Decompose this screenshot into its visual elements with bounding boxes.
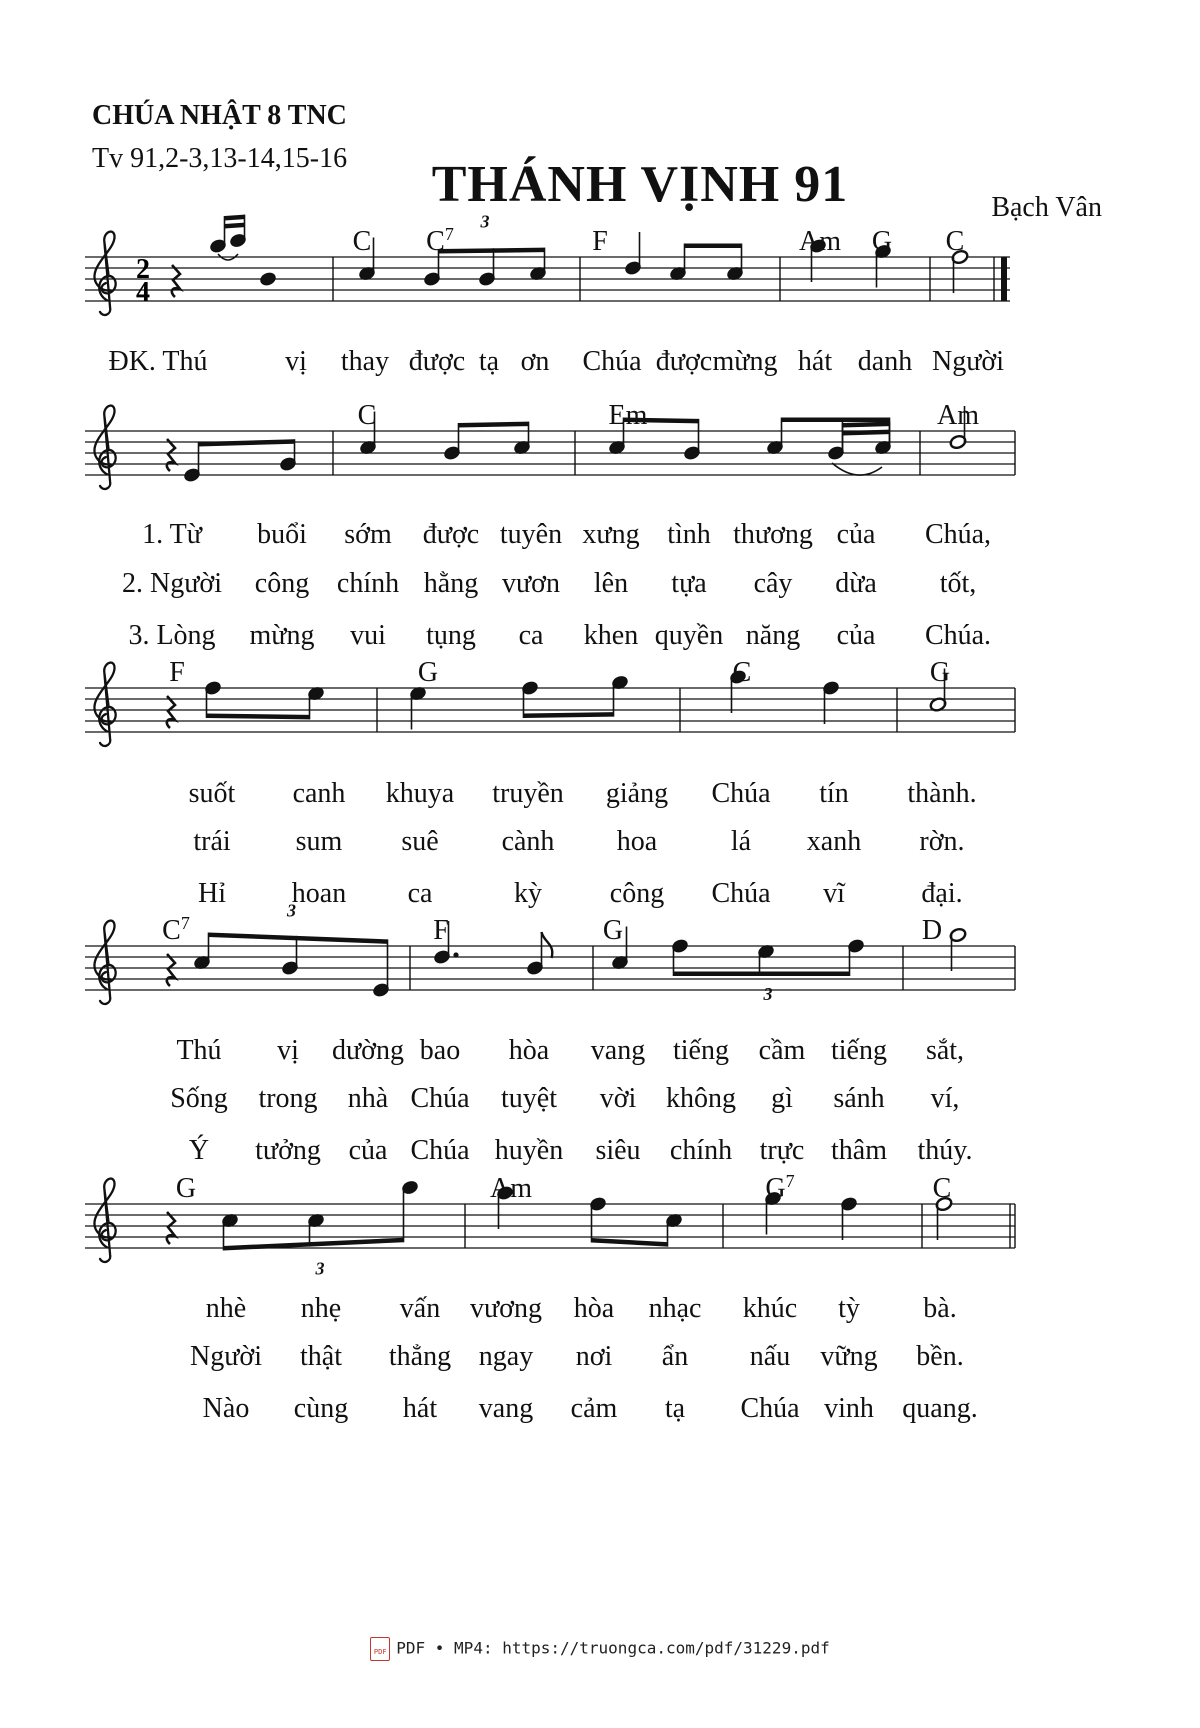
beam [459, 422, 529, 428]
lyric-syllable: quang. [902, 1393, 978, 1424]
lyric-syllable: bền. [916, 1341, 964, 1372]
lyric-syllable: tỳ [838, 1293, 860, 1324]
lyric-syllable: cây [753, 568, 793, 599]
lyric-syllable: cầm [758, 1035, 806, 1066]
lyric-syllable: chính [669, 1135, 733, 1166]
lyric-syllable: quyền [654, 620, 724, 651]
lyric-syllable: tuyên [499, 519, 563, 550]
lyric-syllable: thành. [907, 778, 977, 809]
beam [592, 1238, 668, 1247]
staff-system-5 [85, 1171, 1015, 1424]
beam-secondary [225, 223, 245, 229]
chord-symbol: C [352, 226, 372, 257]
lyric-syllable: rờn. [919, 826, 965, 857]
lyric-syllable: nơi [575, 1341, 613, 1372]
lyric-syllable: dừa [835, 568, 877, 599]
lyric-syllable: khúc [742, 1293, 798, 1324]
chord-symbol: Am [490, 1173, 532, 1204]
lyric-syllable: được [422, 519, 480, 550]
treble-clef-icon [95, 921, 116, 1004]
lyric-syllable: Chúa [410, 1135, 470, 1166]
lyric-syllable: Ý [188, 1135, 210, 1166]
lyric-syllable: dường [332, 1035, 404, 1066]
chord-symbol: C [357, 400, 377, 431]
pdf-file-icon: PDF [370, 1637, 390, 1661]
lyric-syllable: tuyệt [501, 1083, 557, 1114]
tuplet-number: 3 [763, 984, 773, 1004]
lyric-syllable: xưng [582, 519, 640, 550]
staff-system-2 [85, 400, 1015, 651]
song-title: THÁNH VỊNH 91 [431, 156, 849, 213]
chord-symbol: F [169, 657, 185, 688]
lyric-syllable: tụng [426, 620, 476, 651]
beam [843, 422, 890, 428]
lyric-syllable: giảng [605, 778, 669, 809]
lyric-syllable: Chúa. [924, 620, 992, 651]
lyric-syllable: nhạc [648, 1293, 702, 1324]
lyric-syllable: 2. Người [122, 568, 222, 599]
lyric-syllable: tiếng [831, 1035, 887, 1066]
lyric-syllable: buổi [257, 519, 307, 550]
lyric-syllable: Chúa [711, 778, 771, 809]
beam [207, 714, 310, 720]
lyric-syllable: suê [401, 826, 439, 857]
lyric-syllable: canh [292, 778, 346, 809]
lyric-syllable: 1. Từ [142, 519, 202, 550]
lyric-syllable: không [666, 1083, 736, 1114]
lyric-syllable: nhè [205, 1293, 247, 1324]
chord-symbol: Am [799, 226, 841, 257]
lyric-syllable: cành [501, 826, 555, 857]
lyric-syllable: sánh [833, 1083, 885, 1114]
time-signature-bottom: 4 [136, 277, 150, 308]
chord-symbol: F [433, 915, 449, 946]
chord-symbol: $G^7$ [765, 1171, 795, 1204]
lyric-syllable: trái [193, 826, 231, 857]
footer-text: PDF • MP4: https://truongca.com/pdf/31229.pdf [396, 1638, 830, 1658]
chord-symbol: C [732, 657, 752, 688]
lyric-syllable: Người [190, 1341, 262, 1372]
lyric-syllable: ẩn [661, 1341, 689, 1372]
lyric-syllable: Chúa, [924, 519, 992, 550]
lyric-syllable: lá [730, 826, 752, 857]
lyric-syllable: hằng [423, 568, 479, 599]
lyric-syllable: tốt, [939, 568, 977, 599]
beam [782, 418, 890, 423]
lyric-syllable: danh [857, 346, 913, 377]
lyric-syllable: chính [336, 568, 400, 599]
chord-symbol: G [175, 1173, 197, 1204]
lyric-syllable: được [408, 346, 466, 377]
final-bar-thick [1001, 257, 1007, 301]
lyric-syllable: Chúa [410, 1083, 470, 1114]
lyric-syllable: ĐK. Thú [108, 346, 208, 377]
lyric-syllable: cảm [570, 1393, 618, 1424]
lyric-syllable: tạ [478, 346, 500, 377]
staff-system-4 [85, 901, 1015, 1167]
lyric-syllable: tưởng [255, 1135, 321, 1166]
treble-clef-icon [95, 663, 116, 746]
lyric-syllable: nhẹ [300, 1293, 342, 1324]
psalm-reference: Tv 91,2-3,13-14,15-16 [92, 143, 348, 174]
lyric-syllable: tình [667, 519, 711, 550]
lyric-syllable: ngay [478, 1341, 534, 1372]
lyric-syllable: lên [593, 568, 629, 599]
tuplet-number: 3 [315, 1258, 325, 1279]
chord-symbol: G [871, 226, 893, 257]
lyric-syllable: khuya [385, 778, 455, 809]
treble-clef-icon [95, 232, 116, 315]
lyric-syllable: thay [340, 346, 390, 377]
chord-symbol: C [945, 226, 965, 257]
eighth-flag [542, 932, 553, 958]
lyric-syllable: vị [277, 1035, 299, 1066]
occasion-label: CHÚA NHẬT 8 TNC [92, 100, 347, 131]
composer-name: Bạch Vân [991, 192, 1102, 223]
lyric-syllable: Chúa [740, 1393, 800, 1424]
lyric-syllable: vinh [824, 1393, 874, 1424]
lyric-syllable: Người [932, 346, 1004, 377]
lyric-syllable: kỳ [514, 878, 542, 909]
lyric-syllable: thẳng [388, 1341, 452, 1372]
lyric-syllable: năng [745, 620, 801, 651]
lyric-syllable: Thú [176, 1035, 222, 1066]
lyric-syllable: tiếng [673, 1035, 729, 1066]
lyric-syllable: vời [599, 1083, 637, 1114]
beam [685, 244, 742, 249]
lyric-syllable: tạ [664, 1393, 686, 1424]
chord-symbol: G [417, 657, 439, 688]
lyric-syllable: đại. [921, 878, 963, 909]
beam [209, 933, 388, 944]
lyric-syllable: ca [518, 620, 544, 651]
lyric-syllable: nấu [749, 1341, 791, 1372]
beam [674, 972, 850, 977]
lyric-syllable: vang [478, 1393, 534, 1424]
beam [199, 439, 295, 446]
lyric-syllable: tín [819, 778, 849, 809]
quarter-rest-icon [167, 439, 175, 471]
lyric-syllable: ơn [520, 346, 550, 377]
lyric-syllable: của [348, 1135, 388, 1166]
chord-symbol: G [929, 657, 951, 688]
chord-symbol: $C^7$ [426, 224, 454, 257]
lyric-syllable: công [609, 878, 665, 909]
lyric-syllable: công [254, 568, 310, 599]
lyric-syllable: mừng [249, 620, 315, 651]
lyric-syllable: truyền [492, 778, 564, 809]
note-head [259, 271, 277, 287]
lyric-syllable: sớm [344, 519, 392, 550]
lyric-syllable: sắt, [925, 1035, 965, 1066]
slur [832, 463, 882, 475]
lyric-syllable: Chúa [582, 346, 642, 377]
chord-symbol: F [592, 226, 608, 257]
lyric-syllable: trực [759, 1135, 805, 1166]
tuplet-number: 3 [287, 900, 296, 921]
lyric-syllable: hòa [573, 1293, 615, 1324]
lyric-syllable: Hỉ [198, 878, 226, 909]
lyric-syllable: Nào [202, 1393, 250, 1424]
staff-system-3 [85, 657, 1015, 909]
lyric-syllable: Sống [170, 1083, 228, 1114]
quarter-rest-icon [167, 954, 175, 986]
lyric-syllable: vương [470, 1293, 542, 1324]
lyric-syllable: thương [733, 519, 813, 550]
lyric-syllable: trong [258, 1083, 318, 1114]
lyric-syllable: của [836, 519, 876, 550]
lyric-syllable: vĩ [823, 878, 845, 909]
tuplet-number: 3 [480, 211, 490, 232]
chord-symbol: Em [608, 400, 648, 431]
lyric-syllable: thâm [831, 1135, 887, 1166]
lyric-syllable: hát [402, 1393, 438, 1424]
lyric-syllable: cùng [293, 1393, 349, 1424]
lyric-syllable: siêu [595, 1135, 641, 1166]
lyric-syllable: hoa [616, 826, 658, 857]
lyric-syllable: hát [797, 346, 833, 377]
lyric-syllable: Chúa [711, 878, 771, 909]
lyric-syllable: sum [295, 826, 343, 857]
lyric-syllable: nhà [347, 1083, 389, 1114]
lyric-syllable: của [836, 620, 876, 651]
lyric-syllable: tựa [671, 568, 707, 599]
chord-symbol: $C^7$ [162, 913, 190, 946]
lyric-syllable: được [655, 346, 713, 377]
lyric-syllable: vững [820, 1341, 878, 1372]
lyric-syllable: vang [590, 1035, 646, 1066]
lyric-syllable: vị [285, 346, 307, 377]
lyric-syllable: ví, [930, 1083, 960, 1114]
quarter-rest-icon [167, 1212, 175, 1244]
lyric-syllable: suốt [188, 778, 236, 809]
lyric-syllable: vui [350, 620, 386, 651]
treble-clef-icon [95, 1179, 116, 1262]
lyric-syllable: 3. Lòng [128, 620, 216, 651]
lyric-syllable: gì [771, 1083, 793, 1114]
chord-symbol: Am [937, 400, 979, 431]
lyric-syllable: bà. [923, 1293, 957, 1324]
footer-link[interactable] [0, 1637, 1200, 1661]
beam [524, 712, 614, 718]
lyric-syllable: vấn [399, 1293, 441, 1324]
lyric-syllable: mừng [712, 346, 778, 377]
lyric-syllable: ca [407, 878, 433, 909]
staff-system-1 [85, 212, 1010, 378]
time-signature-top: 2 [136, 254, 150, 285]
lyric-syllable: thúy. [917, 1135, 973, 1166]
chord-symbol: G [602, 915, 624, 946]
lyric-syllable: xanh [806, 826, 862, 857]
lyric-syllable: thật [300, 1341, 342, 1372]
chord-symbol: D [921, 915, 943, 946]
lyric-syllable: huyền [494, 1135, 564, 1166]
lyric-syllable: vươn [502, 568, 560, 599]
lyric-syllable: hòa [508, 1035, 550, 1066]
lyric-syllable: bao [419, 1035, 461, 1066]
beam [439, 248, 545, 254]
beam [225, 215, 245, 221]
chord-symbol: C [932, 1173, 952, 1204]
quarter-rest-icon [167, 696, 175, 728]
treble-clef-icon [95, 406, 116, 489]
lyric-syllable: hoan [291, 878, 347, 909]
note-dot [453, 952, 458, 957]
quarter-rest-icon [172, 265, 180, 297]
lyric-syllable: khen [583, 620, 639, 651]
